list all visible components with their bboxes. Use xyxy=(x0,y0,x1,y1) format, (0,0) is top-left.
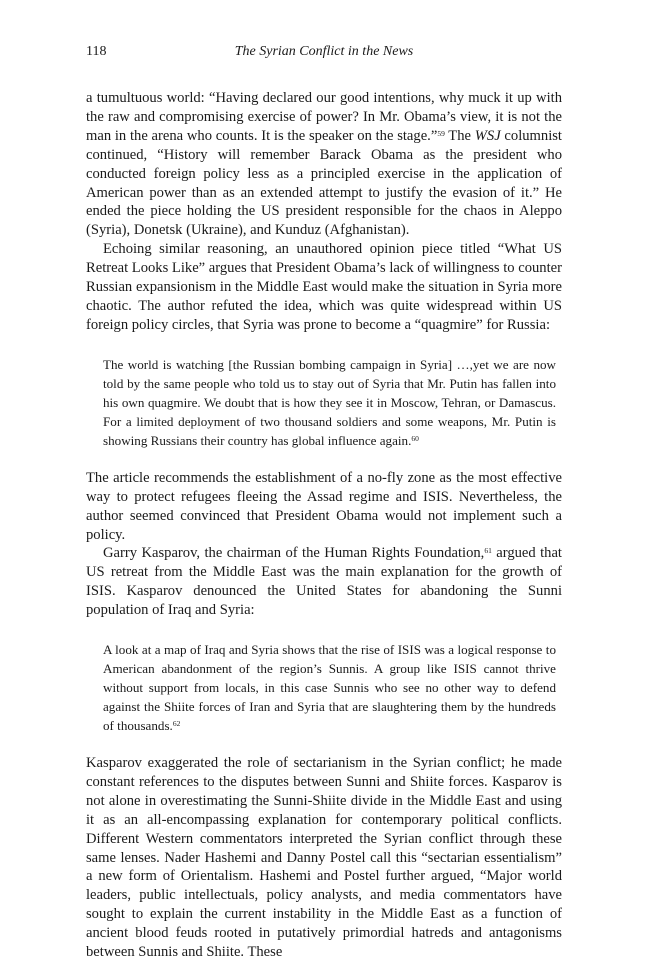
footnote-ref-60: 60 xyxy=(411,433,419,443)
paragraph-5: Kasparov exaggerated the role of sectarianism in the Syrian conflict; he made constant references to the disputes between Sunni and Shiite forces. Kasparov is not alone in overestimating the Sunni-Shiite divide in the Middle East and using it as an all-encompassing explanation for contemporary political conflicts. Different Western commentators interpreted the Syrian conflict through these same lenses. Nader Hashemi and Danny Postel call this “sectarian essentialism” a new form of Orientalism. Hashemi and Postel further argued, “Major world leaders, public intellectuals, policy analysts, and media commentators have sought to explain the current instability in the Middle East as a function of ancient blood feuds rooted in putatively primordial hatreds and antagonisms between Sunnis and Shiite. These xyxy=(86,755,562,961)
paragraph-4-text-b: argued that US retreat from the Middle East was the main explanation for the growth of ISIS. Kasparov denounced the United States for abandoning the Sunni population of Iraq and Syria: xyxy=(86,545,562,619)
paragraph-1 xyxy=(86,89,562,240)
page-header xyxy=(86,44,562,66)
paragraph-1-text-c: columnist continued, “History will remember Barack Obama as the president who conducted foreign policy less as a principled exercise in the application of American power than as an extended attempt to justify the evasion of it.” He ended the piece holding the US president responsible for the chaos in Aleppo (Syria), Donetsk (Ukraine), and Kunduz (Afghanistan). xyxy=(86,127,562,239)
body-text xyxy=(86,89,562,962)
footnote-ref-59: 59 xyxy=(437,128,445,138)
paragraph-1-text-a: a tumultuous world: “Having declared our good intentions, why muck it up with the raw and compromising exercise of power? In Mr. Obama’s view, it is not the man in the arena who counts. It is the speaker on the stage.” xyxy=(86,90,562,144)
running-title: The Syrian Conflict in the News xyxy=(234,44,414,59)
page-number: 118 xyxy=(86,44,107,59)
footnote-ref-61: 61 xyxy=(484,546,492,556)
block-quote-1-text: The world is watching [the Russian bombing campaign in Syria] …,yet we are now told by the same people who told us to stay out of Syria that Mr. Putin has fallen into his own quagmire. We doubt that is how they see it in Moscow, Tehran, or Damascus. For a limited deployment of two thousand soldiers and some weapons, Mr. Putin is showing Russians their country has global influence again. xyxy=(103,356,556,448)
footnote-ref-62: 62 xyxy=(172,718,181,728)
paragraph-1-text-b: The xyxy=(444,127,475,144)
block-quote-1 xyxy=(103,355,562,450)
paragraph-2: Echoing similar reasoning, an unauthored opinion piece titled “What US Retreat Looks Like” argues that President Obama’s lack of willingness to counter Russian expansionism in the Middle East would make the situation in Syria more chaotic. The author refuted the idea, which was quite widespread within US foreign policy circles, that Syria was prone to become a “quagmire” for Russia: xyxy=(86,241,562,333)
paragraph-4 xyxy=(86,544,562,620)
block-quote-2 xyxy=(103,640,562,735)
paragraph-3: The article recommends the establishment of a no-fly zone as the most effective way to protect refugees fleeing the Assad regime and ISIS. Nevertheless, the author seemed convinced that President Obama would not implement such a policy. xyxy=(86,469,562,543)
block-quote-2-text: A look at a map of Iraq and Syria shows that the rise of ISIS was a logical response to American abandonment of the region’s Sunnis. A group like ISIS cannot thrive without support from locals, in this case Sunnis who see no other way to defend against the Shiite forces of Iran and Syria that are slaughtering them by the hundreds of thousands. xyxy=(103,642,556,734)
wsj-italic: WSJ xyxy=(474,127,501,144)
paragraph-4-text-a: Garry Kasparov, the chairman of the Human Rights Foundation, xyxy=(103,545,485,562)
